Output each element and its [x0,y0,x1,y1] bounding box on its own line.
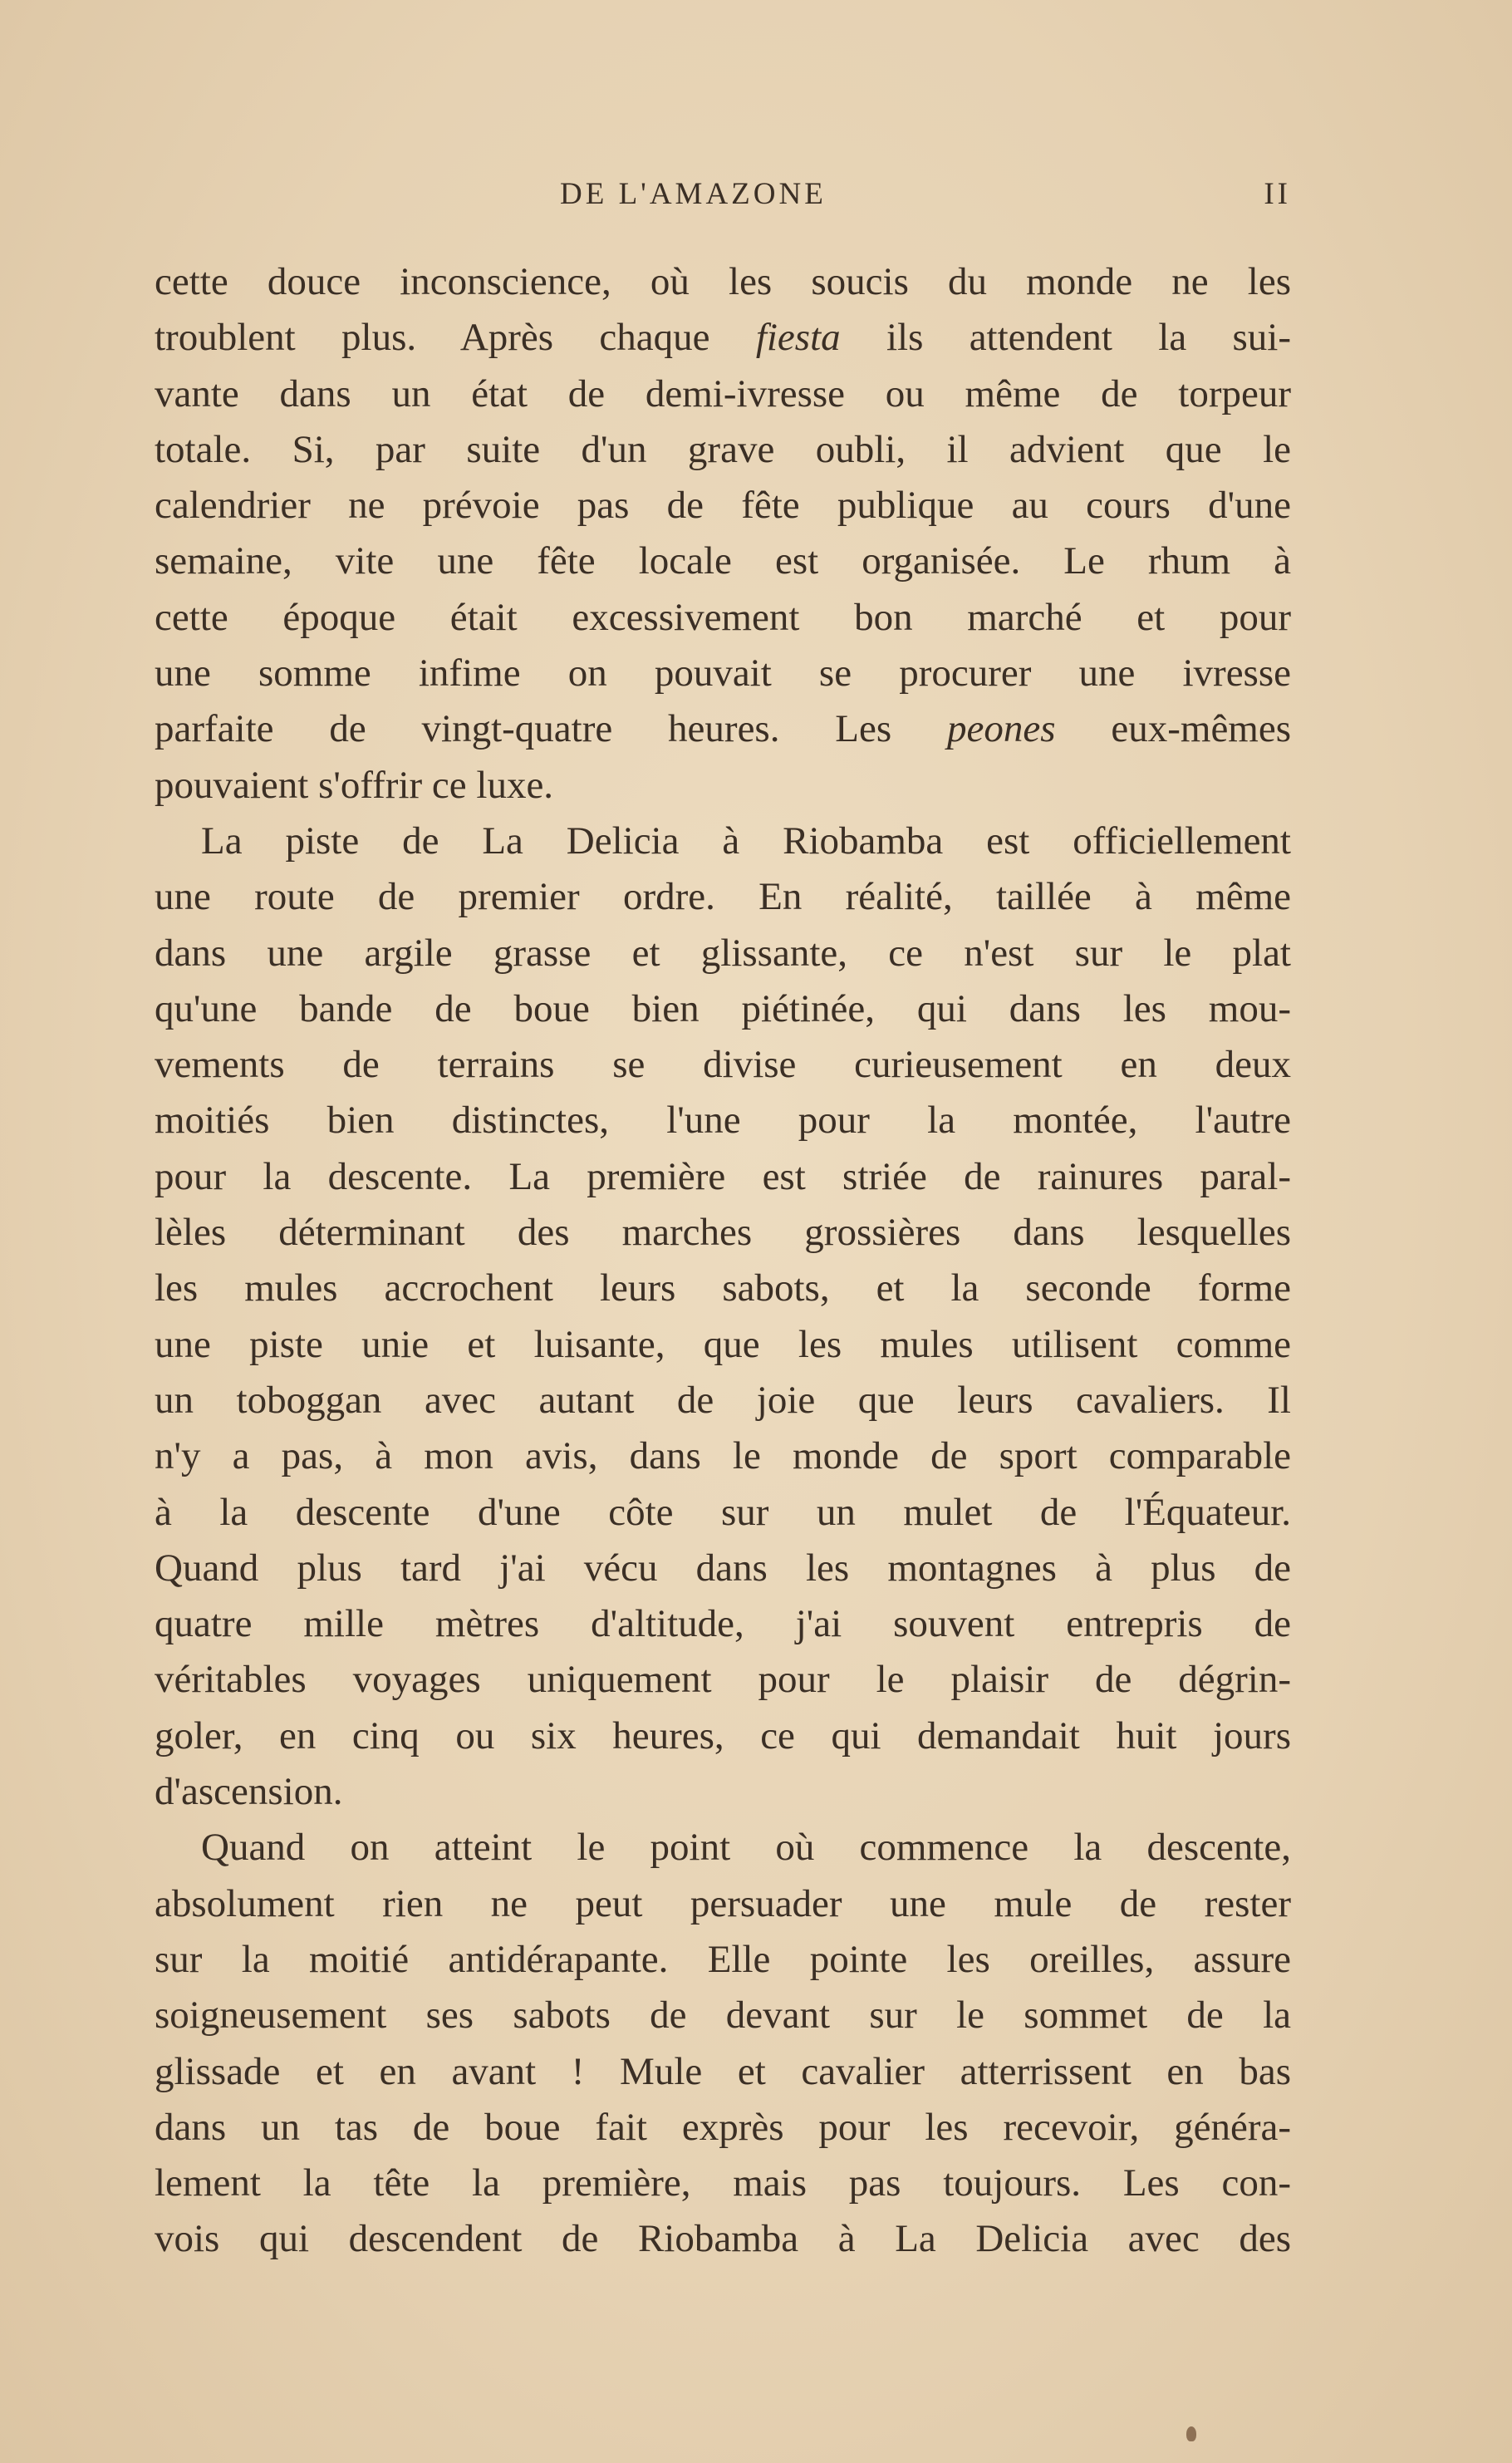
text-line: absolument rien ne peut persuader une mule de rester [155,1881,1291,1925]
italic-word-peones: peones [947,707,1056,751]
text-span: parfaite de vingt-quatre heures. Les [155,707,892,751]
text-line: lement la tête la première, mais pas toujours. Les con- [155,2161,1291,2205]
text-line: lèles déterminant des marches grossières dans lesquelles [155,1211,1291,1255]
text-line: dans une argile grasse et glissante, ce n'est sur le plat [155,931,1291,975]
paragraph-first-line: La piste de La Delicia à Riobamba est officiellement [201,819,1291,863]
text-line: n'y a pas, à mon avis, dans le monde de sport comparable [155,1434,1291,1478]
text-line: vois qui descendent de Riobamba à La Delicia avec des [155,2217,1291,2261]
paragraph-first-line: Quand on atteint le point où commence la descente, [201,1826,1291,1870]
text-line: un toboggan avec autant de joie que leurs cavaliers. Il [155,1378,1291,1422]
text-line: vements de terrains se divise curieusement en deux [155,1043,1291,1087]
text-line: une somme infime on pouvait se procurer une ivresse [155,651,1291,696]
text-line: semaine, vite une fête locale est organisée. Le rhum à [155,539,1291,583]
running-head [155,173,1291,216]
text-line: vante dans un état de demi-ivresse ou même de torpeur [155,371,1291,415]
text-line: moitiés bien distinctes, l'une pour la montée, l'autre [155,1099,1291,1143]
text-line: pour la descente. La première est striée de rainures paral- [155,1154,1291,1198]
text-line: totale. Si, par suite d'un grave oubli, il advient que le [155,427,1291,471]
text-span: troublent plus. Après chaque [155,316,710,360]
text-line: d'ascension. [155,1770,343,1814]
text-line: quatre mille mètres d'altitude, j'ai souvent entrepris de [155,1602,1291,1646]
running-title: DE L'AMAZONE [560,177,827,211]
text-line: à la descente d'une côte sur un mulet de l'Équateur. [155,1490,1291,1534]
text-line: Quand plus tard j'ai vécu dans les montagnes à plus de [155,1546,1291,1590]
text-line: qu'une bande de boue bien piétinée, qui dans les mou- [155,986,1291,1030]
text-line: les mules accrochent leurs sabots, et la seconde forme [155,1266,1291,1310]
text-line: cette douce inconscience, où les soucis du monde ne les [155,260,1291,303]
body-text [155,254,1291,2268]
text-span: ils attendent la sui- [886,316,1291,360]
text-line: calendrier ne prévoie pas de fête publique au cours d'une [155,484,1291,528]
text-line: soigneusement ses sabots de devant sur le sommet de la [155,1994,1291,2038]
text-line: goler, en cinq ou six heures, ce qui demandait huit jours [155,1713,1291,1758]
page-number: II [1264,177,1291,211]
text-line: sur la moitié antidérapante. Elle pointe les oreilles, assure [155,1937,1291,1981]
text-line: dans un tas de boue fait exprès pour les recevoir, généra- [155,2105,1291,2149]
text-span: eux-mêmes [1111,707,1291,751]
text-line [155,701,1291,757]
text-line [155,310,1291,366]
text-line: une piste unie et luisante, que les mules utilisent comme [155,1322,1291,1366]
ink-speck-ornament [1186,2426,1196,2441]
text-line: pouvaient s'offrir ce luxe. [155,763,554,807]
text-line: une route de premier ordre. En réalité, taillée à même [155,875,1291,919]
text-line: véritables voyages uniquement pour le plaisir de dégrin- [155,1658,1291,1702]
italic-word-fiesta: fiesta [755,316,841,360]
text-line: glissade et en avant ! Mule et cavalier atterrissent en bas [155,2049,1291,2093]
text-line: cette époque était excessivement bon marché et pour [155,595,1291,639]
